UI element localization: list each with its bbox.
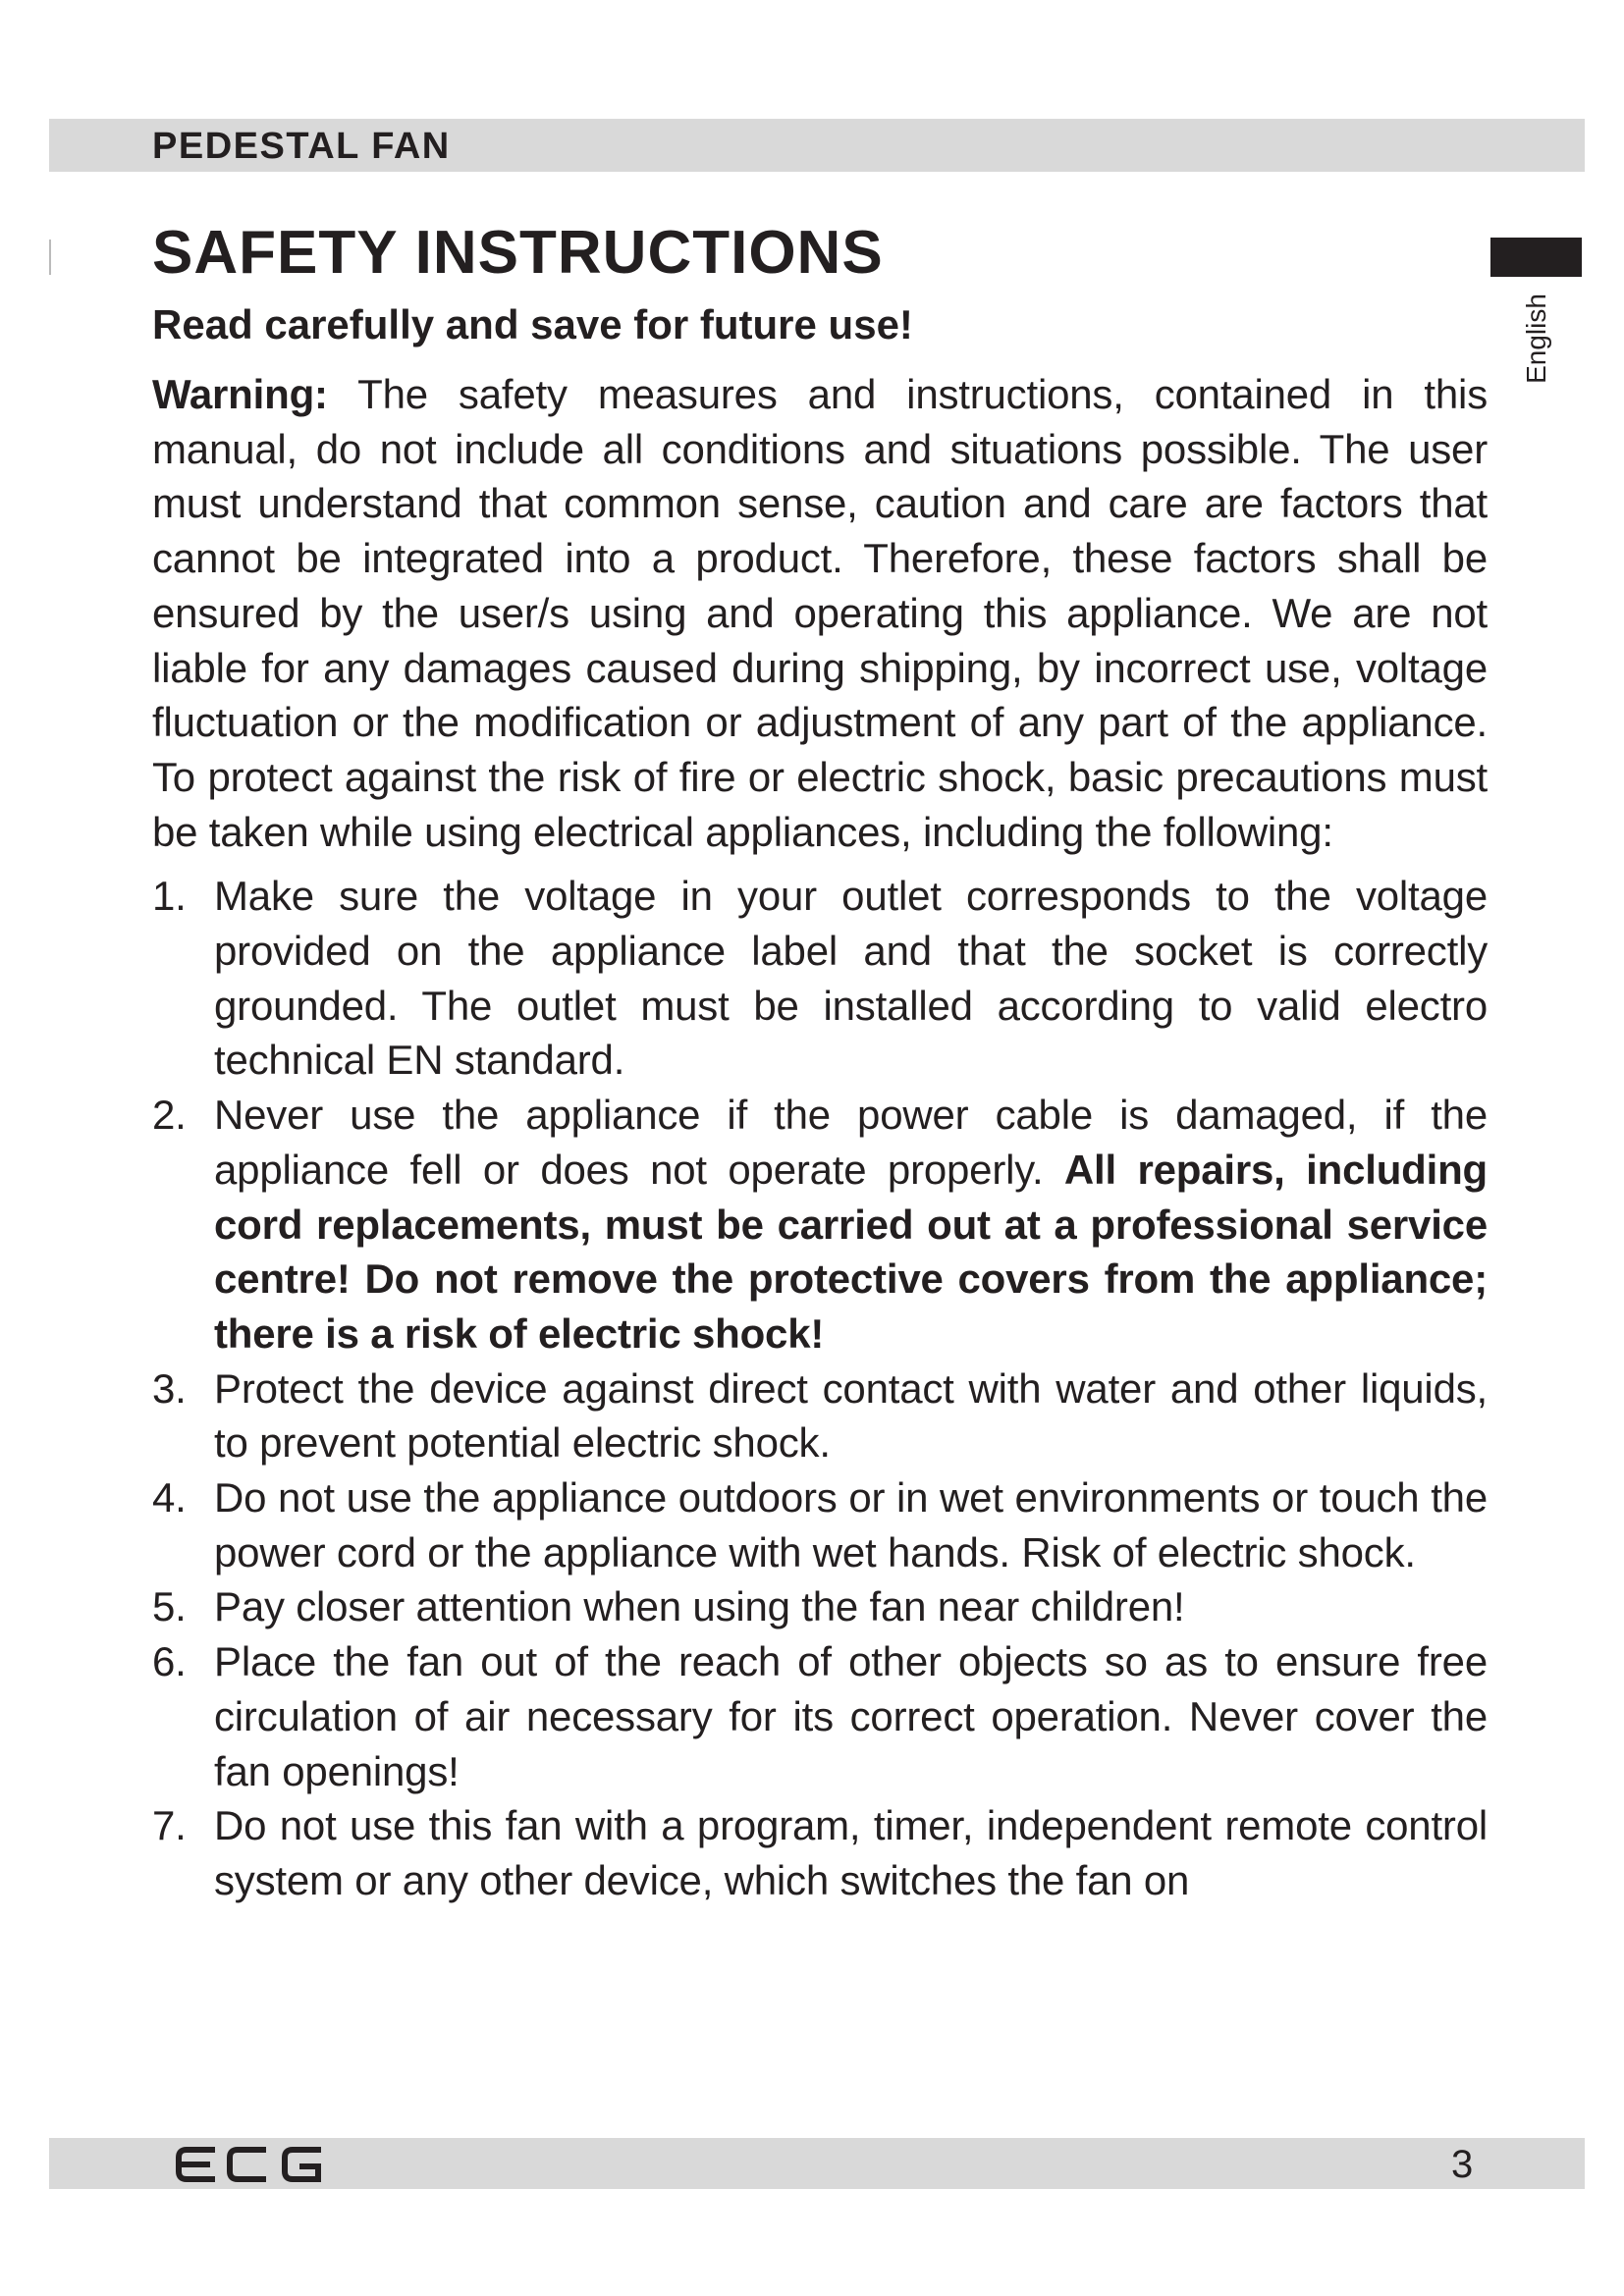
ecg-logo bbox=[175, 2146, 327, 2188]
warning-text: The safety measures and instructions, contained in this manual, do not include all conditions and situations possible. The user must understand that common sense, caution and care are factors that cannot be integrated into a product. Therefore, these factors shall be ensured by the user/s using and operating this appliance. We are not liable for any damages caused during shipping, by incorrect use, voltage fluctuation or the modification or adjustment of any part of the appliance. To protect against the risk of fire or electric shock, basic precautions must be taken while using electrical appliances, including the following: bbox=[152, 371, 1488, 855]
item-text: Pay closer attention when using the fan near children! bbox=[214, 1583, 1185, 1630]
warning-label: Warning: bbox=[152, 371, 328, 417]
item-number: 7. bbox=[152, 1802, 187, 1849]
item-number: 3. bbox=[152, 1364, 187, 1412]
list-item bbox=[152, 1362, 1488, 1470]
item-number: 1. bbox=[152, 873, 187, 920]
header-title: PEDESTAL FAN bbox=[152, 126, 451, 167]
page-number: 3 bbox=[1451, 2143, 1474, 2186]
item-bold-text: All repairs, including cord replacements, must be carried out at a professional service centre! Do not remove the protective covers from the appliance; there is a risk of electric shock! bbox=[214, 1146, 1488, 1357]
item-text: Do not use the appliance outdoors or in wet environments or touch the power cord or the appliance with wet hands. Risk of electric shock. bbox=[214, 1474, 1488, 1575]
item-number: 2. bbox=[152, 1092, 187, 1139]
list-item bbox=[152, 1470, 1488, 1579]
list-item bbox=[152, 1579, 1488, 1634]
item-text: Make sure the voltage in your outlet corresponds to the voltage provided on the appliance label and that the socket is correctly grounded. The outlet must be installed according to valid electro technical EN standard. bbox=[214, 873, 1488, 1084]
language-label: English bbox=[1521, 294, 1551, 384]
item-text: Do not use this fan with a program, timer, independent remote control system or any other device, which switches the fan on bbox=[214, 1802, 1488, 1903]
section-subtitle: Read carefully and save for future use! bbox=[152, 301, 913, 347]
item-text: Place the fan out of the reach of other objects so as to ensure free circulation of air necessary for its correct operation. Never cover the fan openings! bbox=[214, 1638, 1488, 1794]
language-tab bbox=[1490, 238, 1582, 277]
list-item bbox=[152, 1798, 1488, 1907]
item-text: Protect the device against direct contact with water and other liquids, to prevent potential electric shock. bbox=[214, 1364, 1488, 1467]
item-number: 4. bbox=[152, 1474, 187, 1522]
section-title: SAFETY INSTRUCTIONS bbox=[152, 219, 884, 287]
list-item bbox=[152, 869, 1488, 1088]
list-item bbox=[152, 1088, 1488, 1362]
instruction-list bbox=[152, 869, 1488, 1907]
item-number: 6. bbox=[152, 1638, 187, 1685]
warning-paragraph bbox=[152, 367, 1488, 859]
list-item bbox=[152, 1634, 1488, 1798]
item-text: Never use the appliance if the power cable is damaged, if the appliance fell or does not operate properly. bbox=[214, 1092, 1488, 1193]
main-content bbox=[152, 214, 1488, 1908]
margin-mark bbox=[49, 240, 51, 275]
item-number: 5. bbox=[152, 1583, 187, 1630]
